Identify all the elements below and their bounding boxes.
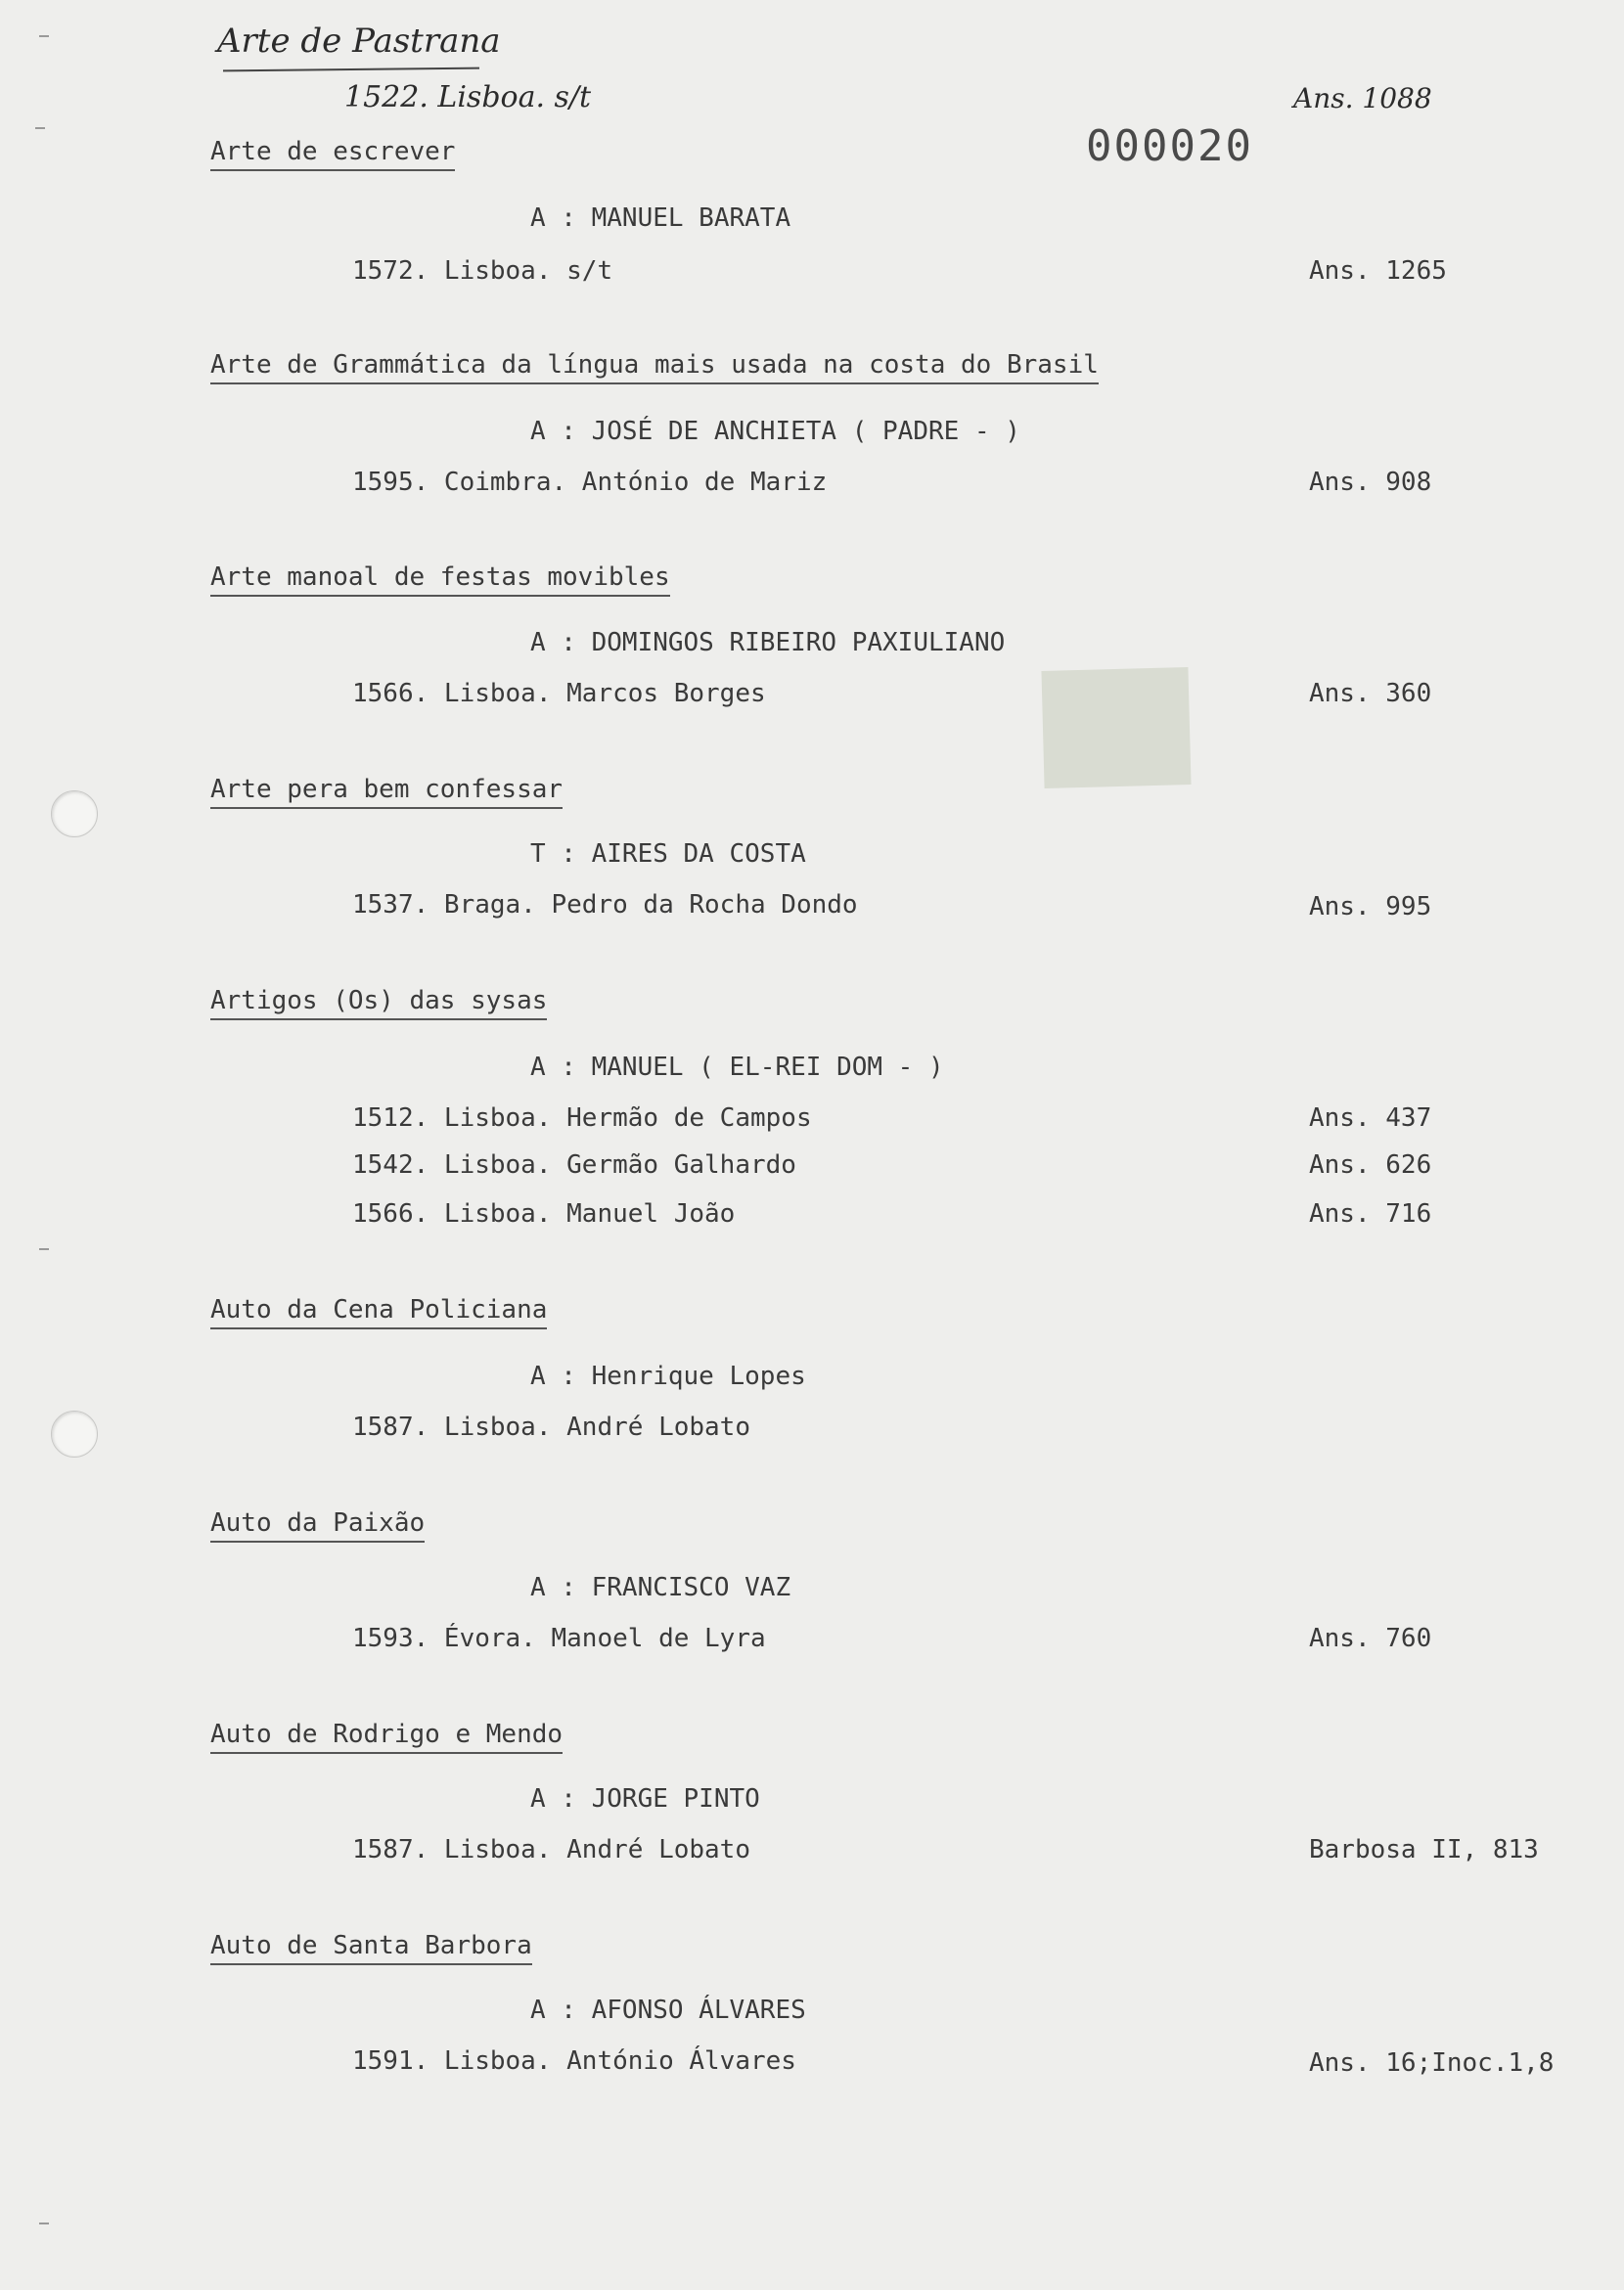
- entry-title: [210, 350, 1099, 384]
- entry-title-underline: [210, 1541, 425, 1543]
- edge-mark: [39, 35, 49, 37]
- entry-title-underline: [210, 595, 670, 597]
- edition-reference: Ans. 360: [1309, 679, 1432, 708]
- entry-title-underline: [210, 1327, 547, 1329]
- entry-title: [210, 1508, 425, 1543]
- entry-title: [210, 562, 670, 597]
- edition-imprint: 1512. Lisboa. Hermão de Campos: [352, 1103, 812, 1133]
- entry-title: [210, 775, 563, 809]
- punch-hole: [51, 790, 98, 837]
- entry-author: T : AIRES DA COSTA: [530, 839, 806, 869]
- entry-title-underline: [210, 1963, 532, 1965]
- edition-reference: Ans. 760: [1309, 1624, 1432, 1653]
- edition-reference: Ans. 437: [1309, 1103, 1432, 1133]
- entry-title-text: Artigos (Os) das sysas: [210, 986, 548, 1015]
- entry-title: [210, 1720, 563, 1754]
- handwritten-title-underline: [223, 67, 479, 72]
- entry-author: A : MANUEL ( EL-REI DOM - ): [530, 1053, 944, 1082]
- edition-imprint: 1542. Lisboa. Germão Galhardo: [352, 1150, 796, 1180]
- handwritten-reference: Ans. 1088: [1293, 82, 1432, 114]
- entry-title-text: Auto da Cena Policiana: [210, 1295, 548, 1325]
- entry-title: [210, 986, 547, 1020]
- edition-imprint: 1593. Évora. Manoel de Lyra: [352, 1624, 766, 1653]
- tape-patch: [1041, 667, 1191, 788]
- entry-title-text: Arte de escrever: [210, 137, 456, 166]
- edition-reference: Ans. 626: [1309, 1150, 1432, 1180]
- edition-reference: Ans. 908: [1309, 468, 1432, 497]
- entry-author: A : JOSÉ DE ANCHIETA ( PADRE - ): [530, 417, 1020, 446]
- edition-imprint: 1572. Lisboa. s/t: [352, 256, 613, 286]
- entry-title-text: Arte de Grammática da língua mais usada na costa do Brasil: [210, 350, 1099, 380]
- edge-mark: [35, 127, 45, 129]
- edge-mark: [39, 2223, 49, 2224]
- edition-reference: Barbosa II, 813: [1309, 1835, 1539, 1864]
- edition-imprint: 1537. Braga. Pedro da Rocha Dondo: [352, 890, 858, 920]
- entry-author: A : MANUEL BARATA: [530, 203, 791, 233]
- entry-title-text: Auto da Paixão: [210, 1508, 426, 1538]
- edition-imprint: 1587. Lisboa. André Lobato: [352, 1835, 750, 1864]
- entry-title-text: Arte pera bem confessar: [210, 775, 564, 804]
- handwritten-imprint: 1522. Lisboa. s/t: [344, 80, 592, 114]
- edition-imprint: 1566. Lisboa. Manuel João: [352, 1199, 736, 1229]
- entry-author: A : JORGE PINTO: [530, 1784, 760, 1814]
- handwritten-title: Arte de Pastrana: [217, 22, 501, 61]
- edition-reference: Ans. 1265: [1309, 256, 1447, 286]
- entry-title-text: Auto de Santa Barbora: [210, 1931, 532, 1960]
- entry-title-underline: [210, 807, 563, 809]
- entry-title-underline: [210, 1752, 563, 1754]
- edition-imprint: 1595. Coimbra. António de Mariz: [352, 468, 828, 497]
- entry-author: A : Henrique Lopes: [530, 1362, 806, 1391]
- entry-title-underline: [210, 1018, 547, 1020]
- entry-author: A : FRANCISCO VAZ: [530, 1573, 791, 1602]
- edition-reference: Ans. 16;Inoc.1,8: [1309, 2048, 1555, 2078]
- entry-title-text: Auto de Rodrigo e Mendo: [210, 1720, 564, 1749]
- entry-title-underline: [210, 382, 1099, 384]
- edge-mark: [39, 1248, 49, 1250]
- entry-title-text: Arte manoal de festas movibles: [210, 562, 670, 592]
- page-number-stamp: 000020: [1086, 121, 1253, 171]
- entry-title-underline: [210, 169, 455, 171]
- edition-imprint: 1566. Lisboa. Marcos Borges: [352, 679, 766, 708]
- edition-imprint: 1587. Lisboa. André Lobato: [352, 1413, 750, 1442]
- edition-reference: Ans. 995: [1309, 892, 1432, 921]
- edition-reference: Ans. 716: [1309, 1199, 1432, 1229]
- entry-author: A : AFONSO ÁLVARES: [530, 1996, 806, 2025]
- entry-author: A : DOMINGOS RIBEIRO PAXIULIANO: [530, 628, 1006, 657]
- entry-title: [210, 1295, 547, 1329]
- punch-hole: [51, 1411, 98, 1458]
- edition-imprint: 1591. Lisboa. António Álvares: [352, 2046, 796, 2076]
- entry-title: [210, 137, 455, 171]
- entry-title: [210, 1931, 532, 1965]
